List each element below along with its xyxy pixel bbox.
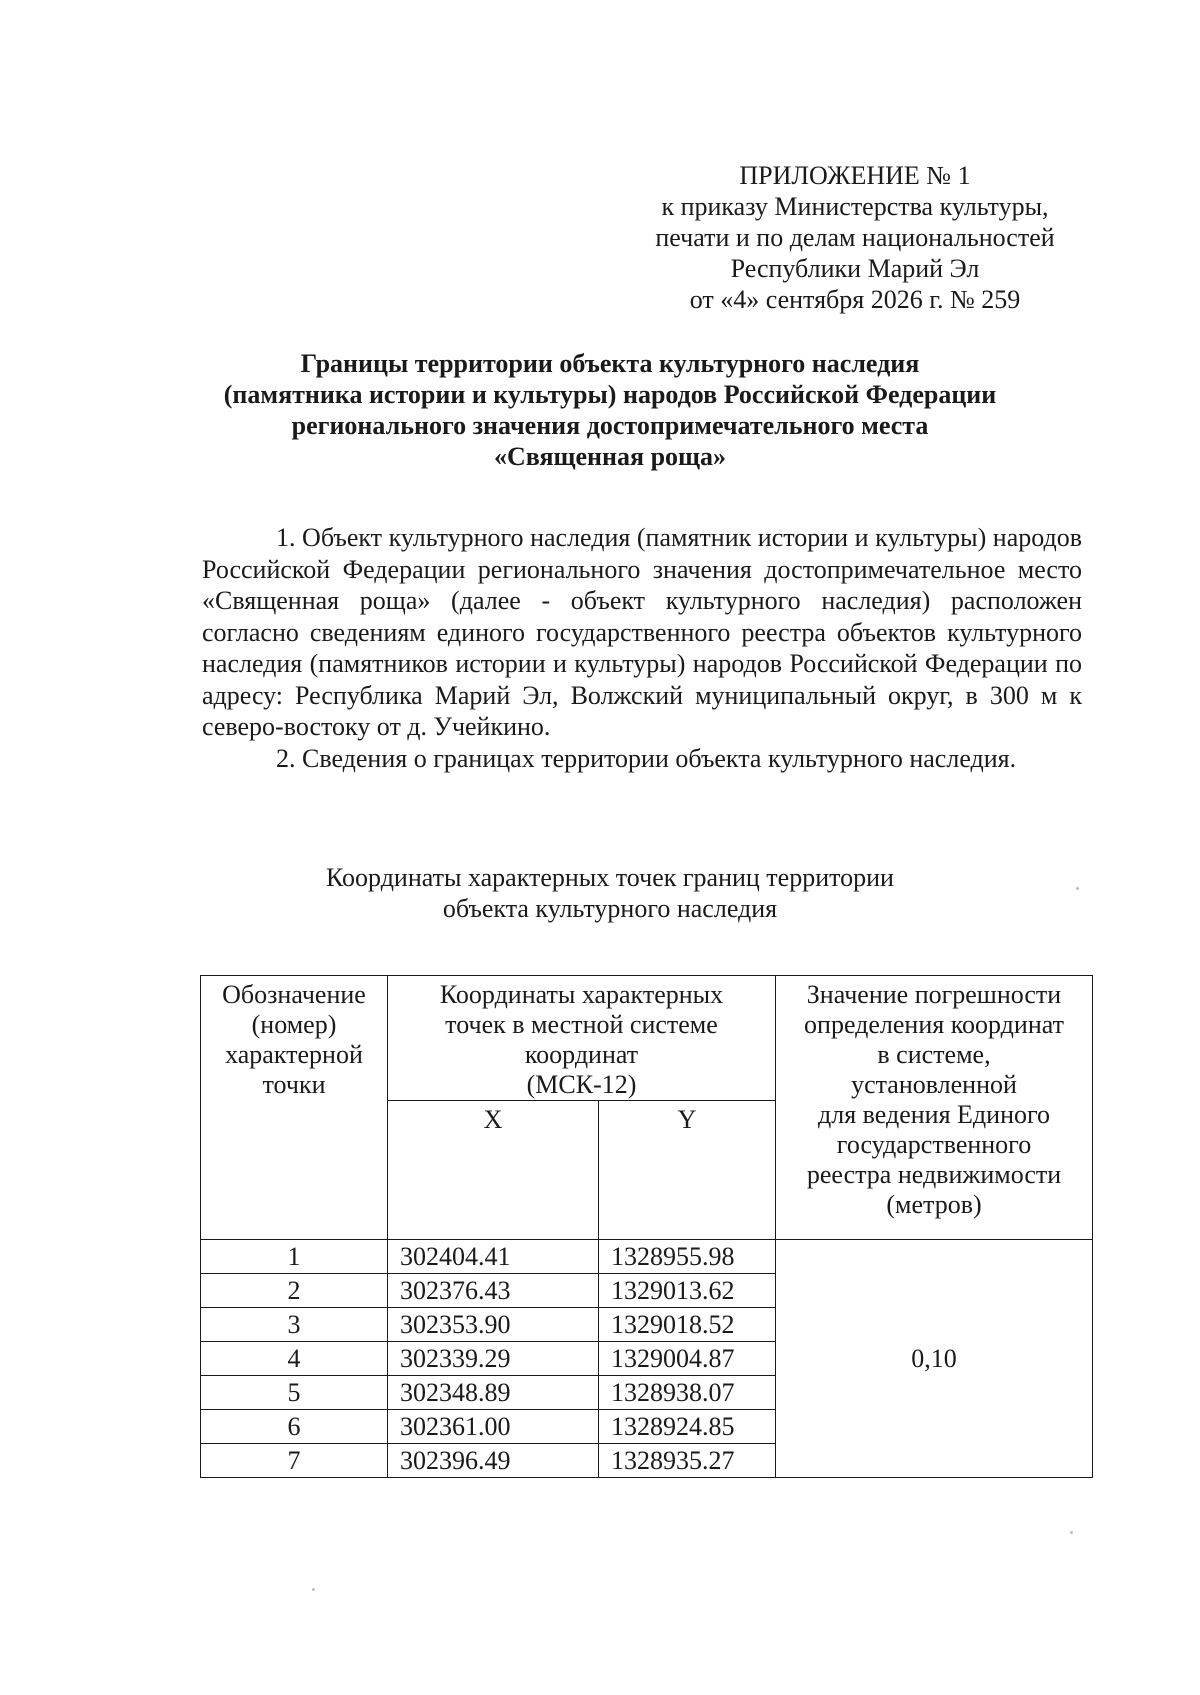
appendix-header <box>600 160 1110 315</box>
coord-x: 302396.49 <box>388 1444 599 1478</box>
coord-x: 302348.89 <box>388 1376 599 1410</box>
table-header-row <box>201 976 1093 1101</box>
header-y: Y <box>599 1101 776 1240</box>
header-text: Значение погрешности <box>806 980 1062 1009</box>
header-text: определения координат <box>804 1010 1064 1039</box>
appendix-date: от «4» сентября 2026 г. № 259 <box>689 285 1021 314</box>
title-line: Границы территории объекта культурного наследия <box>300 349 920 378</box>
header-error-value <box>776 976 1093 1240</box>
appendix-order-ref: к приказу Министерства культуры, <box>661 192 1049 221</box>
header-text: точки <box>262 1070 326 1099</box>
point-number: 7 <box>201 1444 388 1478</box>
header-coordinates <box>388 976 776 1101</box>
coord-x: 302376.43 <box>388 1274 599 1308</box>
header-text: характерной <box>225 1040 363 1069</box>
header-text: установленной <box>851 1070 1017 1099</box>
coord-x: 302339.29 <box>388 1342 599 1376</box>
title-line: (памятника истории и культуры) народов Российской Федерации <box>223 380 997 409</box>
coord-y: 1328935.27 <box>599 1444 776 1478</box>
point-number: 4 <box>201 1342 388 1376</box>
point-number: 5 <box>201 1376 388 1410</box>
header-text: координат <box>524 1040 639 1069</box>
coord-x: 302353.90 <box>388 1308 599 1342</box>
header-text: государственного <box>836 1130 1032 1159</box>
header-text: (метров) <box>886 1190 982 1219</box>
paragraph-boundary-info: 2. Сведения о границах территории объекта культурного наследия. <box>276 743 1017 773</box>
appendix-republic: Республики Марий Эл <box>730 254 980 283</box>
coord-y: 1329018.52 <box>599 1308 776 1342</box>
title-line: «Священная роща» <box>494 442 726 471</box>
title-line: регионального значения достопримечательного места <box>291 411 929 440</box>
header-text: (МСК-12) <box>526 1070 637 1099</box>
scan-speck <box>1070 1531 1073 1534</box>
header-x: X <box>388 1101 599 1240</box>
header-text: в системе, <box>877 1040 991 1069</box>
document-title <box>160 348 1060 472</box>
document-body <box>202 522 1082 774</box>
point-number: 2 <box>201 1274 388 1308</box>
scan-speck <box>1076 887 1079 890</box>
header-text: Обозначение <box>222 980 366 1009</box>
coord-y: 1329013.62 <box>599 1274 776 1308</box>
header-point-designation <box>201 976 388 1240</box>
header-text: точек в местной системе <box>445 1010 718 1039</box>
header-text: (номер) <box>251 1010 337 1039</box>
point-number: 6 <box>201 1410 388 1444</box>
coordinates-table <box>200 975 1093 1478</box>
point-number: 3 <box>201 1308 388 1342</box>
table-row <box>201 1240 1093 1274</box>
appendix-ministry: печати и по делам национальностей <box>655 223 1055 252</box>
paragraph-object-location: 1. Объект культурного наследия (памятник истории и культуры) народов Российской Федерации регионального значения достопримечательное место «Священная роща» (далее - объект культурного наследия) расположен согласно сведениям единого государственного реестра объектов культурного наследия (памятников истории и культуры) народов Российской Федерации по адресу: Республика Марий Эл, Волжский муниципальный округ, в 300 м к северо-востоку от д. Учейкино. <box>202 523 1082 741</box>
coord-y: 1328924.85 <box>599 1410 776 1444</box>
point-number: 1 <box>201 1240 388 1274</box>
coord-x: 302361.00 <box>388 1410 599 1444</box>
caption-line: объекта культурного наследия <box>442 894 778 923</box>
header-text: для ведения Единого <box>818 1100 1050 1129</box>
coord-x: 302404.41 <box>388 1240 599 1274</box>
error-value: 0,10 <box>776 1240 1093 1478</box>
coord-y: 1329004.87 <box>599 1342 776 1376</box>
appendix-number: ПРИЛОЖЕНИЕ № 1 <box>739 161 971 190</box>
scan-speck <box>312 1588 315 1591</box>
header-text: реестра недвижимости <box>806 1160 1062 1189</box>
caption-line: Координаты характерных точек границ территории <box>326 863 894 892</box>
header-text: Координаты характерных <box>439 980 724 1009</box>
table-caption <box>230 862 990 924</box>
coord-y: 1328955.98 <box>599 1240 776 1274</box>
coord-y: 1328938.07 <box>599 1376 776 1410</box>
